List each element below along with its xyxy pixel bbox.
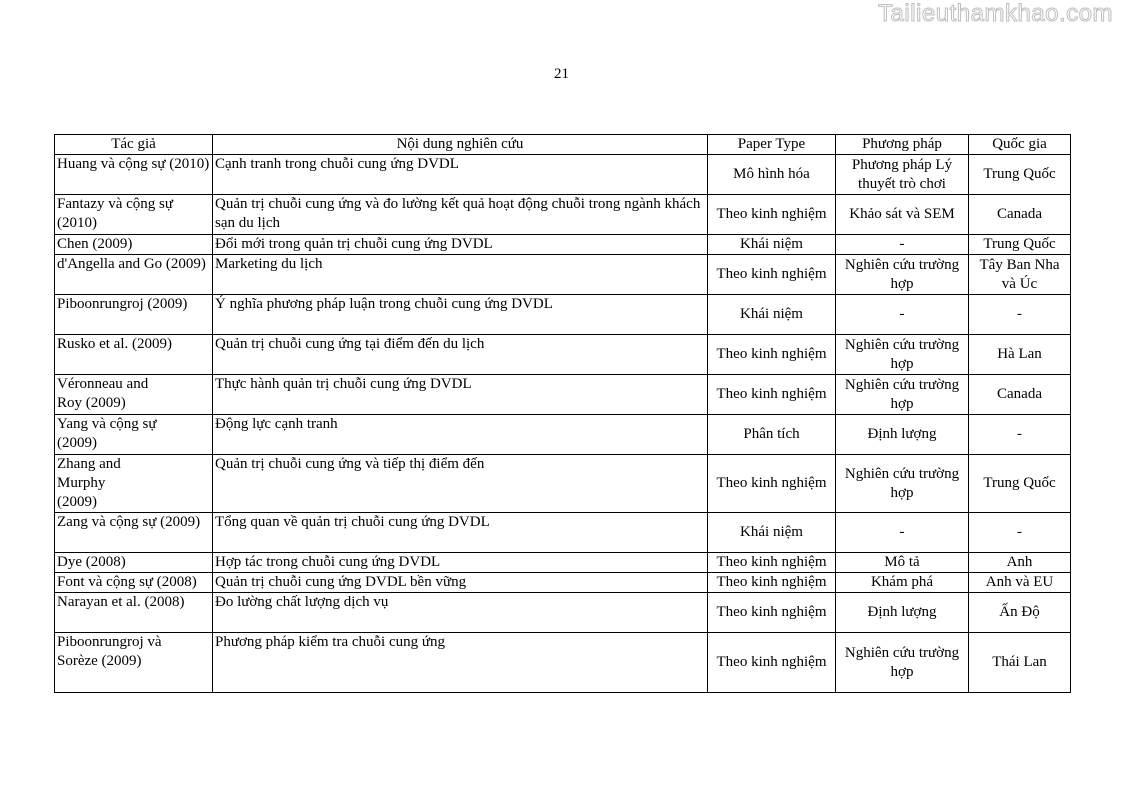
cell-author-text: Véronneau and Roy (2009) xyxy=(57,376,149,411)
cell-method xyxy=(836,513,969,553)
cell-method-text: Định lượng xyxy=(867,426,937,442)
cell-country-text: Trung Quốc xyxy=(983,475,1056,491)
cell-method xyxy=(836,195,969,235)
cell-country-text: Ấn Độ xyxy=(999,604,1040,620)
cell-author xyxy=(55,593,213,633)
cell-paper-type-text: Khái niệm xyxy=(740,236,803,252)
cell-method-text: Nghiên cứu trường hợp xyxy=(844,336,960,372)
cell-method xyxy=(836,593,969,633)
table-row xyxy=(55,573,1071,593)
cell-method-text: Phương pháp Lý thuyết trò chơi xyxy=(851,156,953,192)
cell-content xyxy=(213,633,708,693)
cell-paper-type xyxy=(708,335,836,375)
cell-paper-type-text: Theo kinh nghiệm xyxy=(716,346,827,362)
cell-country xyxy=(969,593,1071,633)
cell-author-text: Chen (2009) xyxy=(57,236,133,252)
cell-method-text: Mô tả xyxy=(884,554,920,570)
cell-content-text: Động lực cạnh tranh xyxy=(215,416,338,432)
cell-author-text: Fantazy và cộng sự (2010) xyxy=(57,196,174,231)
table-row xyxy=(55,195,1071,235)
cell-country xyxy=(969,573,1071,593)
cell-method xyxy=(836,295,969,335)
cell-method xyxy=(836,235,969,255)
cell-method-text: Nghiên cứu trường hợp xyxy=(844,644,960,680)
cell-paper-type xyxy=(708,633,836,693)
table-header-row xyxy=(55,135,1071,155)
cell-author xyxy=(55,553,213,573)
cell-content xyxy=(213,455,708,513)
cell-country-text: Canada xyxy=(997,206,1042,222)
cell-country xyxy=(969,375,1071,415)
table-row xyxy=(55,375,1071,415)
cell-country-text: Canada xyxy=(997,386,1042,402)
cell-paper-type-text: Theo kinh nghiệm xyxy=(716,654,827,670)
cell-method xyxy=(836,455,969,513)
cell-method-text: Nghiên cứu trường hợp xyxy=(844,256,960,292)
cell-author-text: Yang và cộng sự (2009) xyxy=(57,416,157,451)
cell-author-text: Piboonrungroj (2009) xyxy=(57,296,188,312)
cell-country xyxy=(969,633,1071,693)
cell-content-text: Hợp tác trong chuỗi cung ứng DVDL xyxy=(215,554,441,570)
cell-content-text: Đổi mới trong quản trị chuỗi cung ứng DVDL xyxy=(215,236,493,252)
cell-paper-type-text: Theo kinh nghiệm xyxy=(716,386,827,402)
cell-country xyxy=(969,295,1071,335)
cell-author xyxy=(55,573,213,593)
cell-country-text: - xyxy=(1017,426,1022,442)
cell-paper-type-text: Theo kinh nghiệm xyxy=(716,554,827,570)
cell-author-text: Zang và cộng sự (2009) xyxy=(57,514,201,530)
cell-content-text: Ý nghĩa phương pháp luận trong chuỗi cung ứng DVDL xyxy=(215,296,553,312)
cell-country-text: - xyxy=(1017,306,1022,322)
cell-content xyxy=(213,513,708,553)
cell-content-text: Quản trị chuỗi cung ứng DVDL bền vững xyxy=(215,574,467,590)
cell-paper-type xyxy=(708,593,836,633)
table-row xyxy=(55,235,1071,255)
table-row xyxy=(55,335,1071,375)
cell-paper-type-text: Khái niệm xyxy=(740,306,803,322)
cell-paper-type xyxy=(708,255,836,295)
cell-paper-type xyxy=(708,155,836,195)
cell-country-text: Anh xyxy=(1006,554,1033,570)
cell-country xyxy=(969,415,1071,455)
cell-author xyxy=(55,375,213,415)
table-row xyxy=(55,415,1071,455)
cell-method xyxy=(836,633,969,693)
table-row xyxy=(55,295,1071,335)
cell-country xyxy=(969,455,1071,513)
cell-method-text: Nghiên cứu trường hợp xyxy=(844,376,960,412)
cell-country-text: - xyxy=(1017,524,1022,540)
cell-country-text: Anh và EU xyxy=(985,574,1054,590)
cell-method-text: Định lượng xyxy=(867,604,937,620)
cell-method xyxy=(836,255,969,295)
cell-paper-type xyxy=(708,553,836,573)
cell-country xyxy=(969,255,1071,295)
cell-content-text: Marketing du lịch xyxy=(215,256,323,272)
cell-author-text: Piboonrungroj và Sorèze (2009) xyxy=(57,634,162,669)
cell-content xyxy=(213,255,708,295)
cell-author-text: d'Angella and Go (2009) xyxy=(57,256,206,272)
cell-paper-type xyxy=(708,375,836,415)
header-country: Quốc gia xyxy=(969,135,1071,155)
cell-paper-type xyxy=(708,415,836,455)
cell-country xyxy=(969,235,1071,255)
cell-method-text: Nghiên cứu trường hợp xyxy=(844,465,960,501)
cell-content xyxy=(213,573,708,593)
cell-paper-type xyxy=(708,455,836,513)
cell-method-text: - xyxy=(899,306,905,322)
cell-paper-type-text: Theo kinh nghiệm xyxy=(716,574,827,590)
table-row xyxy=(55,255,1071,295)
cell-author-text: Zhang and Murphy (2009) xyxy=(57,456,121,510)
table-row xyxy=(55,593,1071,633)
cell-method-text: Khảo sát và SEM xyxy=(849,206,955,222)
cell-paper-type xyxy=(708,195,836,235)
cell-content xyxy=(213,415,708,455)
cell-paper-type-text: Phân tích xyxy=(743,426,800,442)
cell-content-text: Phương pháp kiểm tra chuỗi cung ứng xyxy=(215,634,445,650)
cell-method xyxy=(836,415,969,455)
cell-country-text: Hà Lan xyxy=(997,346,1042,362)
cell-author xyxy=(55,295,213,335)
cell-country-text: Trung Quốc xyxy=(983,236,1056,252)
cell-author-text: Narayan et al. (2008) xyxy=(57,594,185,610)
header-paper-type: Paper Type xyxy=(708,135,836,155)
cell-author xyxy=(55,235,213,255)
cell-content-text: Quản trị chuỗi cung ứng tại điểm đến du lịch xyxy=(215,336,485,352)
table-row xyxy=(55,633,1071,693)
cell-method xyxy=(836,335,969,375)
cell-content xyxy=(213,235,708,255)
cell-country xyxy=(969,513,1071,553)
cell-content xyxy=(213,553,708,573)
cell-content-text: Cạnh tranh trong chuỗi cung ứng DVDL xyxy=(215,156,459,172)
cell-author xyxy=(55,513,213,553)
cell-method xyxy=(836,553,969,573)
cell-paper-type xyxy=(708,513,836,553)
cell-country xyxy=(969,155,1071,195)
header-method: Phương pháp xyxy=(836,135,969,155)
page-number: 21 xyxy=(554,66,569,82)
cell-content-text: Thực hành quản trị chuỗi cung ứng DVDL xyxy=(215,376,472,392)
cell-method xyxy=(836,155,969,195)
cell-country xyxy=(969,553,1071,573)
cell-country xyxy=(969,195,1071,235)
cell-country xyxy=(969,335,1071,375)
cell-author xyxy=(55,255,213,295)
cell-paper-type-text: Theo kinh nghiệm xyxy=(716,475,827,491)
cell-author xyxy=(55,155,213,195)
cell-country-text: Tây Ban Nha và Úc xyxy=(979,256,1060,292)
cell-author xyxy=(55,335,213,375)
cell-author-text: Dye (2008) xyxy=(57,554,126,570)
watermark: Tailieuthamkhao.com xyxy=(878,0,1113,27)
cell-paper-type-text: Theo kinh nghiệm xyxy=(716,266,827,282)
cell-content-text: Tổng quan về quản trị chuỗi cung ứng DVDL xyxy=(215,514,490,530)
cell-author-text: Huang và cộng sự (2010) xyxy=(57,156,210,172)
cell-paper-type-text: Theo kinh nghiệm xyxy=(716,604,827,620)
cell-author xyxy=(55,455,213,513)
cell-author xyxy=(55,195,213,235)
header-author: Tác giả xyxy=(55,135,213,155)
cell-method xyxy=(836,375,969,415)
cell-content xyxy=(213,195,708,235)
cell-content xyxy=(213,375,708,415)
table-row xyxy=(55,553,1071,573)
cell-method xyxy=(836,573,969,593)
cell-content-text: Đo lường chất lượng dịch vụ xyxy=(215,594,389,610)
cell-paper-type xyxy=(708,235,836,255)
cell-content-text: Quản trị chuỗi cung ứng và tiếp thị điểm đến xyxy=(215,456,485,472)
cell-author-text: Font và cộng sự (2008) xyxy=(57,574,197,590)
cell-method-text: - xyxy=(899,236,905,252)
cell-content xyxy=(213,295,708,335)
cell-method-text: Khám phá xyxy=(870,574,934,590)
cell-paper-type xyxy=(708,573,836,593)
cell-country-text: Thái Lan xyxy=(992,654,1047,670)
table-row xyxy=(55,455,1071,513)
cell-content-text: Quản trị chuỗi cung ứng và đo lường kết quả hoạt động chuỗi trong ngành khách sạn du lịch xyxy=(215,196,701,231)
research-table xyxy=(54,134,1071,693)
cell-country-text: Trung Quốc xyxy=(983,166,1056,182)
cell-paper-type-text: Khái niệm xyxy=(740,524,803,540)
table-row xyxy=(55,155,1071,195)
cell-content xyxy=(213,335,708,375)
cell-paper-type-text: Mô hình hóa xyxy=(733,166,810,182)
cell-author xyxy=(55,415,213,455)
cell-content xyxy=(213,593,708,633)
cell-paper-type-text: Theo kinh nghiệm xyxy=(716,206,827,222)
cell-paper-type xyxy=(708,295,836,335)
cell-method-text: - xyxy=(899,524,905,540)
cell-author-text: Rusko et al. (2009) xyxy=(57,336,172,352)
cell-author xyxy=(55,633,213,693)
cell-content xyxy=(213,155,708,195)
header-content: Nội dung nghiên cứu xyxy=(213,135,708,155)
table-row xyxy=(55,513,1071,553)
